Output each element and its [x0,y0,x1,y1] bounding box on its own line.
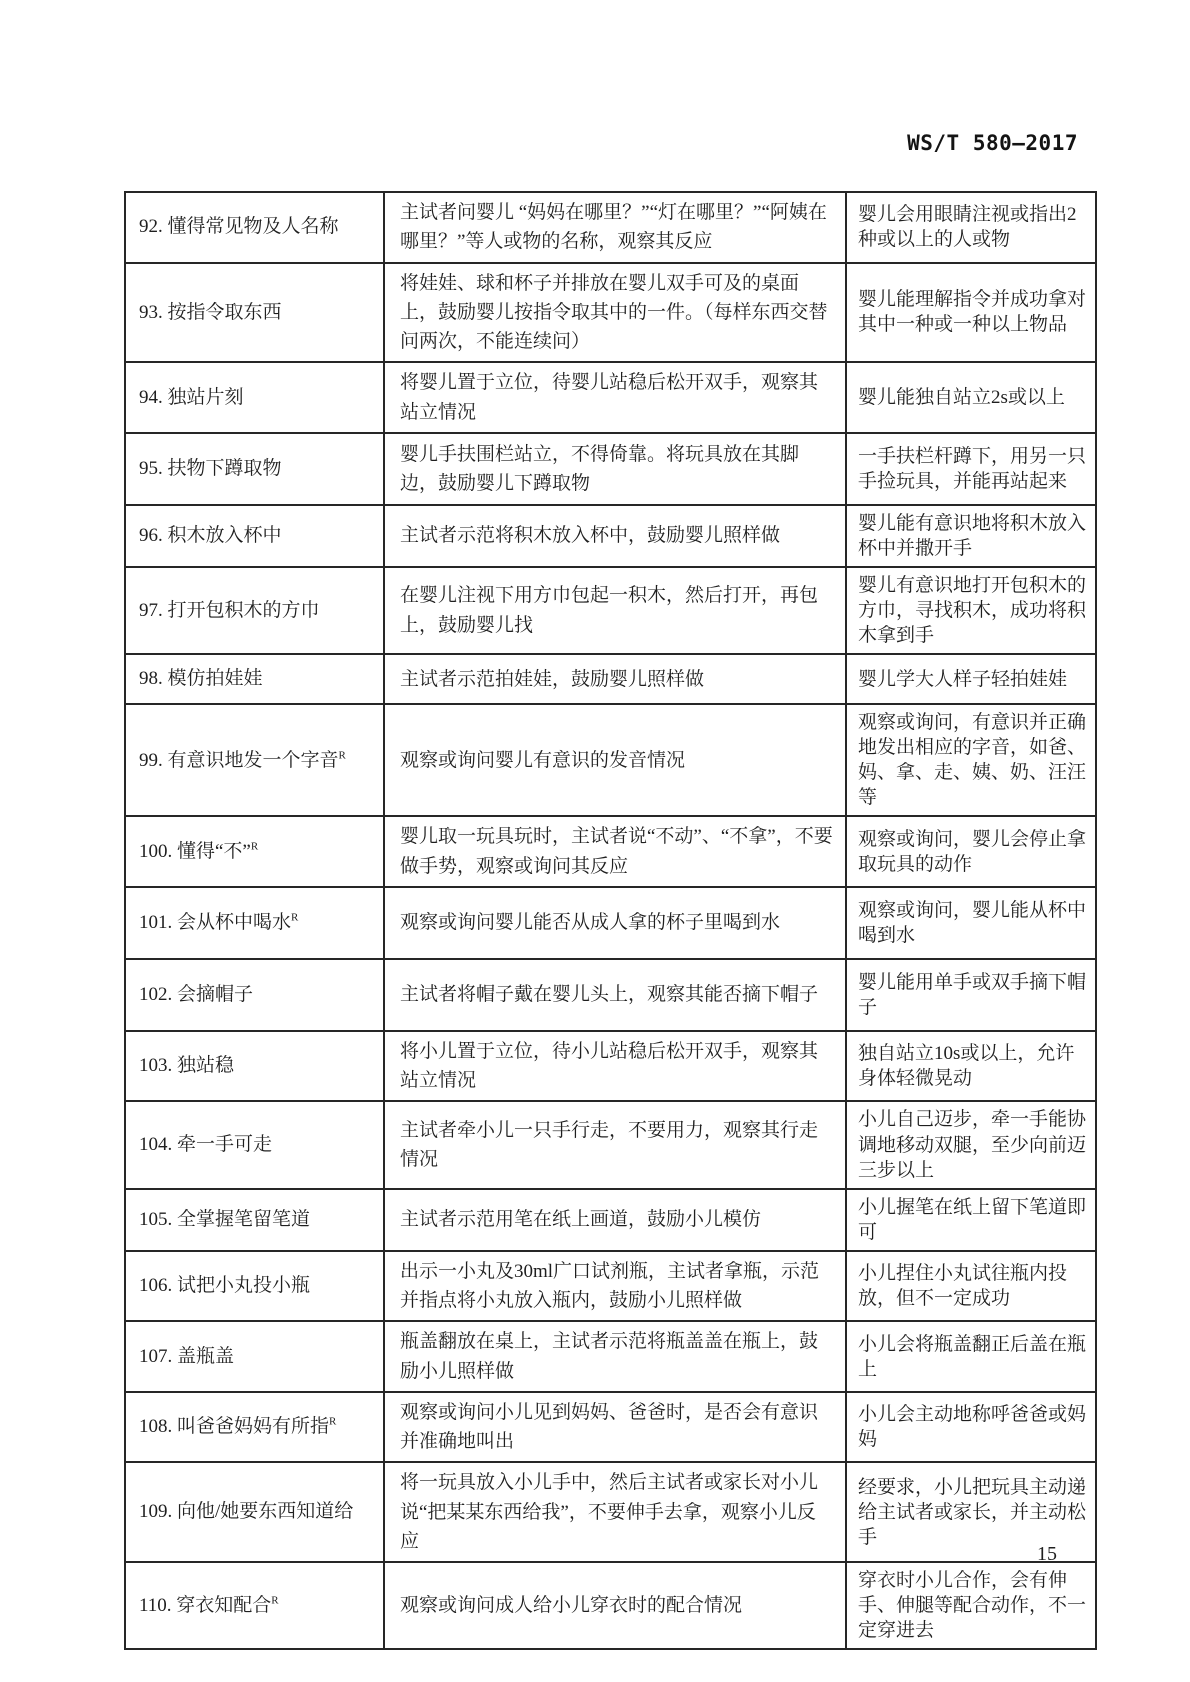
table-row [125,567,1096,654]
item-label: 103. 独站稳 [139,1055,235,1077]
reported-superscript: R [271,1594,279,1607]
item-cell [125,362,384,433]
pass-criteria-cell: 婴儿能有意识地将积木放入杯中并撒开手 [846,505,1096,567]
item-cell [125,567,384,654]
item-cell [125,505,384,567]
pass-criteria-cell: 小儿会将瓶盖翻正后盖在瓶上 [846,1321,1096,1392]
pass-criteria-cell: 小儿自己迈步，牵一手能协调地移动双腿，至少向前迈三步以上 [846,1101,1096,1188]
pass-criteria-cell: 婴儿会用眼睛注视或指出2种或以上的人或物 [846,192,1096,263]
item-cell [125,1462,384,1562]
table-row [125,505,1096,567]
pass-criteria-cell: 婴儿能用单手或双手摘下帽子 [846,959,1096,1031]
item-label: 99. 有意识地发一个字音 [139,749,339,771]
item-label: 100. 懂得“不” [139,840,251,862]
item-cell [125,1251,384,1322]
table-row [125,1031,1096,1102]
item-label: 95. 扶物下蹲取物 [139,457,282,479]
item-cell [125,654,384,704]
table-row [125,362,1096,433]
item-label: 96. 积木放入杯中 [139,525,282,547]
item-cell [125,1189,384,1251]
method-cell: 主试者示范将积木放入杯中，鼓励婴儿照样做 [384,505,846,567]
item-label: 102. 会摘帽子 [139,984,254,1006]
table-row [125,263,1096,363]
assessment-table-container [124,191,1095,1650]
pass-criteria-cell: 独自站立10s或以上，允许身体轻微晃动 [846,1031,1096,1102]
item-cell [125,887,384,959]
item-cell [125,959,384,1031]
method-cell: 主试者问婴儿 “妈妈在哪里？”“灯在哪里？”“阿姨在哪里？”等人或物的名称，观察其反应 [384,192,846,263]
pass-criteria-cell: 穿衣时小儿合作，会有伸手、伸腿等配合动作，不一定穿进去 [846,1562,1096,1649]
item-cell [125,1031,384,1102]
table-row [125,1101,1096,1188]
item-cell [125,433,384,505]
method-cell: 婴儿取一玩具玩时，主试者说“不动”、“不拿”，不要做手势，观察或询问其反应 [384,816,846,887]
method-cell: 观察或询问婴儿有意识的发音情况 [384,704,846,816]
item-label: 109. 向他/她要东西知道给 [139,1501,354,1523]
method-cell: 将一玩具放入小儿手中，然后主试者或家长对小儿说“把某某东西给我”，不要伸手去拿，观察小儿反应 [384,1462,846,1562]
pass-criteria-cell: 小儿会主动地称呼爸爸或妈妈 [846,1392,1096,1463]
pass-criteria-cell: 婴儿有意识地打开包积木的方巾，寻找积木，成功将积木拿到手 [846,567,1096,654]
assessment-table [124,191,1097,1650]
method-cell: 将小儿置于立位，待小儿站稳后松开双手，观察其站立情况 [384,1031,846,1102]
standard-number-header: WS/T 580—2017 [907,131,1078,155]
table-row [125,1562,1096,1649]
method-cell: 出示一小丸及30ml广口试剂瓶，主试者拿瓶，示范并指点将小丸放入瓶内，鼓励小儿照样做 [384,1251,846,1322]
method-cell: 瓶盖翻放在桌上，主试者示范将瓶盖盖在瓶上，鼓励小儿照样做 [384,1321,846,1392]
item-label: 107. 盖瓶盖 [139,1345,235,1367]
reported-superscript: R [291,911,299,924]
method-cell: 将娃娃、球和杯子并排放在婴儿双手可及的桌面上，鼓励婴儿按指令取其中的一件。（每样东西交替问两次，不能连续问） [384,263,846,363]
method-cell: 观察或询问成人给小儿穿衣时的配合情况 [384,1562,846,1649]
method-cell: 主试者示范拍娃娃，鼓励婴儿照样做 [384,654,846,704]
item-cell [125,1392,384,1463]
item-label: 106. 试把小丸投小瓶 [139,1275,311,1297]
item-cell [125,816,384,887]
table-row [125,192,1096,263]
item-label: 110. 穿衣知配合 [139,1594,272,1616]
item-label: 93. 按指令取东西 [139,301,282,323]
pass-criteria-cell: 小儿握笔在纸上留下笔道即可 [846,1189,1096,1251]
method-cell: 主试者将帽子戴在婴儿头上，观察其能否摘下帽子 [384,959,846,1031]
pass-criteria-cell: 观察或询问，婴儿能从杯中喝到水 [846,887,1096,959]
item-cell [125,704,384,816]
reported-superscript: R [250,840,259,853]
pass-criteria-cell: 经要求，小儿把玩具主动递给主试者或家长，并主动松手 [846,1462,1096,1562]
table-row [125,654,1096,704]
table-row [125,1392,1096,1463]
method-cell: 观察或询问婴儿能否从成人拿的杯子里喝到水 [384,887,846,959]
item-cell [125,1101,384,1188]
method-cell: 主试者牵小儿一只手行走，不要用力，观察其行走情况 [384,1101,846,1188]
pass-criteria-cell: 婴儿学大人样子轻拍娃娃 [846,654,1096,704]
reported-superscript: R [338,749,346,762]
item-label: 97. 打开包积木的方巾 [139,599,320,621]
reported-superscript: R [329,1415,337,1428]
item-label: 92. 懂得常见物及人名称 [139,216,339,238]
item-label: 104. 牵一手可走 [139,1134,273,1156]
item-label: 94. 独站片刻 [139,386,244,408]
item-label: 98. 模仿拍娃娃 [139,668,263,690]
item-cell [125,263,384,363]
pass-criteria-cell: 一手扶栏杆蹲下，用另一只手捡玩具，并能再站起来 [846,433,1096,505]
table-row [125,1251,1096,1322]
table-row [125,887,1096,959]
method-cell: 将婴儿置于立位，待婴儿站稳后松开双手，观察其站立情况 [384,362,846,433]
pass-criteria-cell: 婴儿能独自站立2s或以上 [846,362,1096,433]
table-row [125,433,1096,505]
pass-criteria-cell: 观察或询问，有意识并正确地发出相应的字音，如爸、妈、拿、走、姨、奶、汪汪等 [846,704,1096,816]
method-cell: 在婴儿注视下用方巾包起一积木，然后打开，再包上，鼓励婴儿找 [384,567,846,654]
table-row [125,1462,1096,1562]
table-row [125,1189,1096,1251]
method-cell: 观察或询问小儿见到妈妈、爸爸时，是否会有意识并准确地叫出 [384,1392,846,1463]
item-label: 101. 会从杯中喝水 [139,912,292,934]
page-number: 15 [1037,1543,1057,1565]
item-label: 108. 叫爸爸妈妈有所指 [139,1416,330,1438]
table-row [125,1321,1096,1392]
item-cell [125,1562,384,1649]
pass-criteria-cell: 观察或询问，婴儿会停止拿取玩具的动作 [846,816,1096,887]
item-cell [125,1321,384,1392]
item-label: 105. 全掌握笔留笔道 [139,1208,311,1230]
pass-criteria-cell: 小儿捏住小丸试往瓶内投放，但不一定成功 [846,1251,1096,1322]
item-cell [125,192,384,263]
method-cell: 主试者示范用笔在纸上画道，鼓励小儿模仿 [384,1189,846,1251]
table-row [125,816,1096,887]
method-cell: 婴儿手扶围栏站立，不得倚靠。将玩具放在其脚边，鼓励婴儿下蹲取物 [384,433,846,505]
table-row [125,704,1096,816]
table-row [125,959,1096,1031]
pass-criteria-cell: 婴儿能理解指令并成功拿对其中一种或一种以上物品 [846,263,1096,363]
